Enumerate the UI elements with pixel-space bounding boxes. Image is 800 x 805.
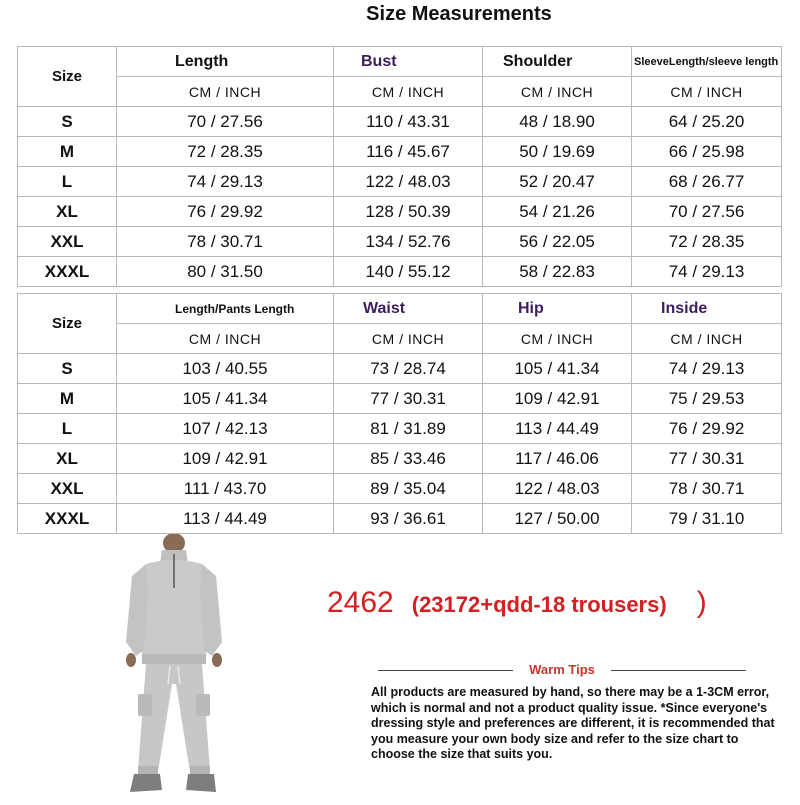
table-row	[18, 257, 782, 287]
hip-value: 127 / 50.00	[483, 504, 632, 534]
header-hip: Hip	[483, 294, 632, 324]
bust-value: 116 / 45.67	[334, 137, 483, 167]
page-title: Size Measurements	[366, 3, 552, 25]
top-size-table	[17, 46, 782, 287]
product-code-detail: (23172+qdd-18 trousers)	[411, 592, 667, 617]
header-bust: Bust	[334, 47, 483, 77]
length-value: 70 / 27.56	[117, 107, 334, 137]
hip-value: 122 / 48.03	[483, 474, 632, 504]
header-waist: Waist	[334, 294, 483, 324]
shoulder-value: 50 / 19.69	[483, 137, 632, 167]
shoulder-value: 54 / 21.26	[483, 197, 632, 227]
inside-value: 75 / 29.53	[632, 384, 782, 414]
hip-value: 117 / 46.06	[483, 444, 632, 474]
hip-value: 105 / 41.34	[483, 354, 632, 384]
pants-length-value: 103 / 40.55	[117, 354, 334, 384]
shoulder-value: 52 / 20.47	[483, 167, 632, 197]
inside-value: 76 / 29.92	[632, 414, 782, 444]
pants-length-value: 107 / 42.13	[117, 414, 334, 444]
unit-label: CM / INCH	[483, 77, 632, 107]
header-shoulder: Shoulder	[483, 47, 632, 77]
shoulder-value: 58 / 22.83	[483, 257, 632, 287]
product-code	[327, 581, 707, 627]
unit-label: CM / INCH	[483, 324, 632, 354]
table-row	[18, 474, 782, 504]
header-inside: Inside	[632, 294, 782, 324]
unit-label: CM / INCH	[632, 77, 782, 107]
bust-value: 122 / 48.03	[334, 167, 483, 197]
waist-value: 85 / 33.46	[334, 444, 483, 474]
bust-value: 110 / 43.31	[334, 107, 483, 137]
sleeve-length-value: 66 / 25.98	[632, 137, 782, 167]
hip-value: 109 / 42.91	[483, 384, 632, 414]
table-row	[18, 444, 782, 474]
table-row	[18, 504, 782, 534]
model-photo	[118, 534, 230, 800]
divider	[378, 670, 513, 671]
hip-value: 113 / 44.49	[483, 414, 632, 444]
length-value: 74 / 29.13	[117, 167, 334, 197]
inside-value: 79 / 31.10	[632, 504, 782, 534]
table-row	[18, 354, 782, 384]
size-cell: L	[18, 167, 117, 197]
unit-label: CM / INCH	[117, 77, 334, 107]
pants-length-value: 109 / 42.91	[117, 444, 334, 474]
tracksuit-model-illustration	[118, 534, 230, 800]
shoulder-value: 56 / 22.05	[483, 227, 632, 257]
waist-value: 73 / 28.74	[334, 354, 483, 384]
size-cell: S	[18, 354, 117, 384]
table-row	[18, 137, 782, 167]
header-pants-length: Length/Pants Length	[117, 294, 334, 324]
bottom-size-table	[17, 293, 782, 534]
warm-tips-text: All products are measured by hand, so there may be a 1-3CM error, which is normal and not a product quality issue. *Since everyone's dressing style and preferences are different, it is recommended that you measure your own body size and refer to the size chart to choose the size that suits you.	[371, 685, 775, 761]
warm-tips-heading	[378, 660, 746, 680]
size-cell: XXXL	[18, 257, 117, 287]
product-code-number: 2462	[327, 586, 394, 619]
bust-value: 134 / 52.76	[334, 227, 483, 257]
header-length: Length	[117, 47, 334, 77]
length-value: 72 / 28.35	[117, 137, 334, 167]
waist-value: 89 / 35.04	[334, 474, 483, 504]
size-cell: XXL	[18, 227, 117, 257]
pants-length-value: 105 / 41.34	[117, 384, 334, 414]
sleeve-length-value: 64 / 25.20	[632, 107, 782, 137]
length-value: 80 / 31.50	[117, 257, 334, 287]
inside-value: 74 / 29.13	[632, 354, 782, 384]
header-row	[18, 47, 782, 77]
waist-value: 77 / 30.31	[334, 384, 483, 414]
size-cell: XL	[18, 197, 117, 227]
table-row	[18, 227, 782, 257]
pants-length-value: 113 / 44.49	[117, 504, 334, 534]
inside-value: 77 / 30.31	[632, 444, 782, 474]
product-code-close-paren: )	[696, 586, 707, 619]
waist-value: 81 / 31.89	[334, 414, 483, 444]
size-cell: S	[18, 107, 117, 137]
sleeve-length-value: 70 / 27.56	[632, 197, 782, 227]
warm-tips-title: Warm Tips	[529, 662, 595, 677]
divider	[611, 670, 746, 671]
header-sleeve-length: SleeveLength/sleeve length	[632, 47, 782, 77]
pants-length-value: 111 / 43.70	[117, 474, 334, 504]
bust-value: 140 / 55.12	[334, 257, 483, 287]
table-row	[18, 384, 782, 414]
unit-label: CM / INCH	[334, 77, 483, 107]
size-cell: L	[18, 414, 117, 444]
sleeve-length-value: 68 / 26.77	[632, 167, 782, 197]
sleeve-length-value: 72 / 28.35	[632, 227, 782, 257]
size-cell: XL	[18, 444, 117, 474]
length-value: 78 / 30.71	[117, 227, 334, 257]
table-row	[18, 167, 782, 197]
length-value: 76 / 29.92	[117, 197, 334, 227]
size-column-label: Size	[18, 294, 117, 354]
size-cell: M	[18, 384, 117, 414]
size-cell: M	[18, 137, 117, 167]
table-row	[18, 107, 782, 137]
waist-value: 93 / 36.61	[334, 504, 483, 534]
table-row	[18, 414, 782, 444]
size-column-label: Size	[18, 47, 117, 107]
header-row	[18, 294, 782, 324]
bust-value: 128 / 50.39	[334, 197, 483, 227]
unit-label: CM / INCH	[334, 324, 483, 354]
shoulder-value: 48 / 18.90	[483, 107, 632, 137]
unit-label: CM / INCH	[117, 324, 334, 354]
unit-row	[18, 324, 782, 354]
size-cell: XXXL	[18, 504, 117, 534]
table-row	[18, 197, 782, 227]
size-cell: XXL	[18, 474, 117, 504]
sleeve-length-value: 74 / 29.13	[632, 257, 782, 287]
unit-label: CM / INCH	[632, 324, 782, 354]
unit-row	[18, 77, 782, 107]
inside-value: 78 / 30.71	[632, 474, 782, 504]
